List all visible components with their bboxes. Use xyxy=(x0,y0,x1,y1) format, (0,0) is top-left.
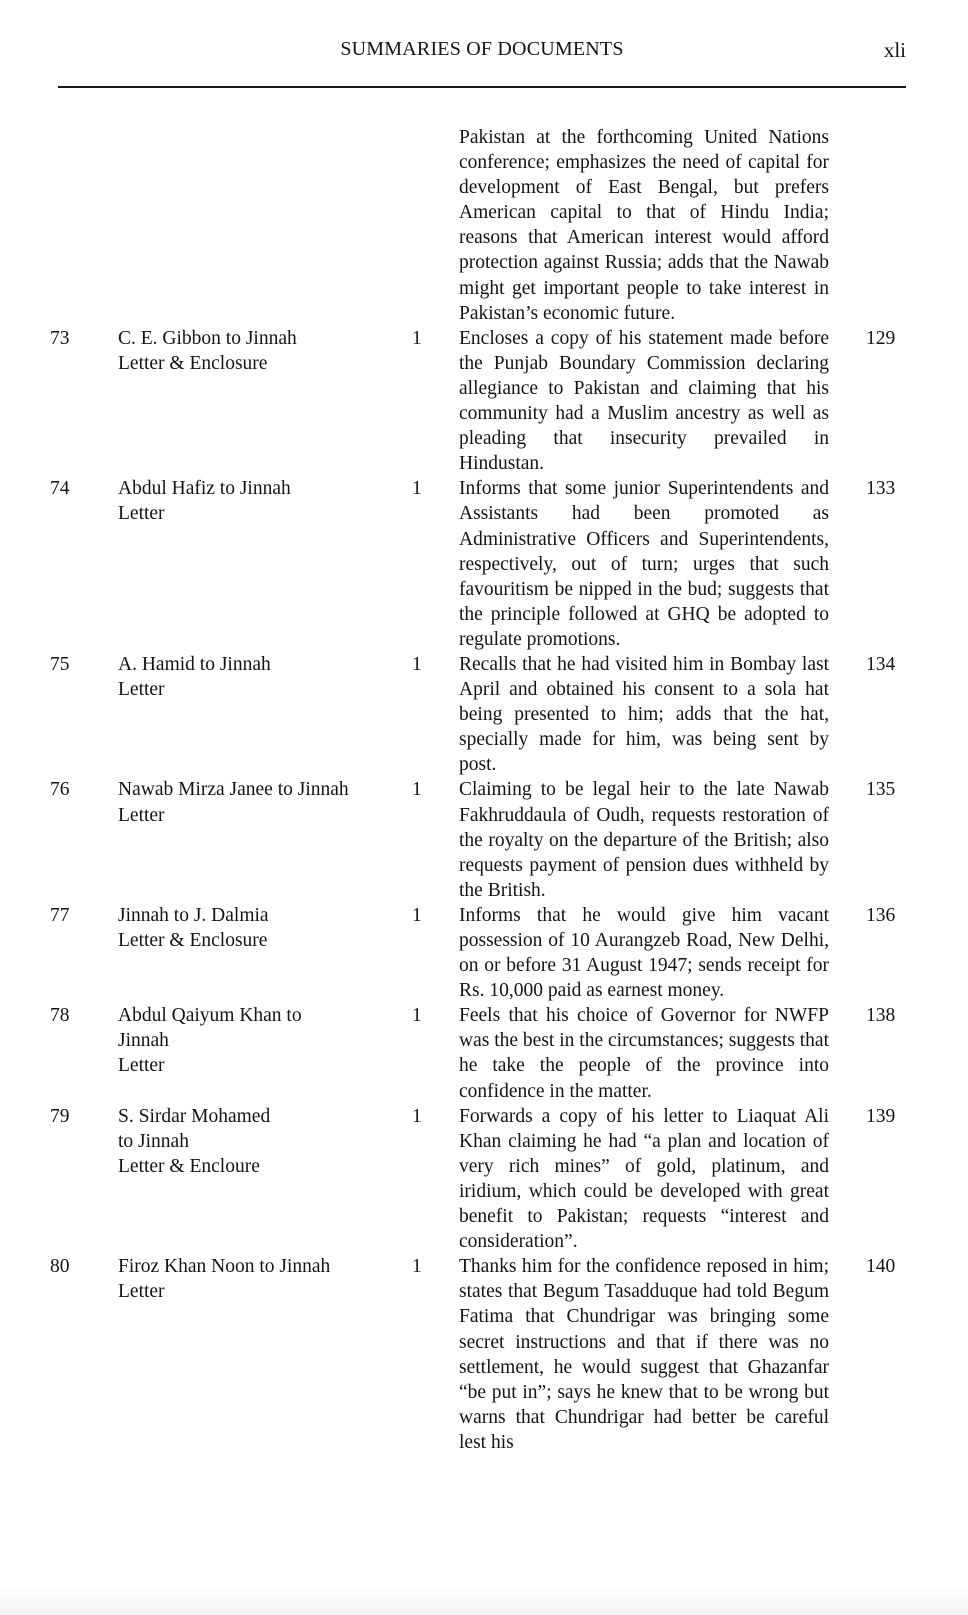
document-type: Letter & Enclosure xyxy=(118,352,268,374)
document-type: Letter xyxy=(118,804,165,826)
entry-page: 134 xyxy=(866,653,896,675)
document-type: Letter xyxy=(118,679,165,701)
document-entry xyxy=(0,1003,968,1103)
document-entry xyxy=(0,326,968,477)
document-type: Letter xyxy=(118,1281,165,1303)
entry-number: 77 xyxy=(50,904,70,926)
document-entry xyxy=(0,903,968,1003)
entry-copies: 1 xyxy=(412,478,422,500)
document-type: Letter & Encloure xyxy=(118,1155,260,1177)
entry-copies: 1 xyxy=(412,779,422,801)
entry-summary: Encloses a copy of his statement made before the Punjab Boundary Commission declaring allegiance to Pakistan and claiming that his community had a Muslim ancestry as well as pleading that insecurity prevailed in Hindustan. xyxy=(459,327,829,475)
entry-number: 75 xyxy=(50,653,70,675)
entry-correspondents xyxy=(118,903,388,953)
entry-copies: 1 xyxy=(412,1256,422,1278)
correspondent-line: Jinnah to J. Dalmia xyxy=(118,904,269,926)
entry-summary: Feels that his choice of Governor for NWFP was the best in the circumstances; suggests that he take the people of the province into confidence in the matter. xyxy=(459,1005,829,1102)
entry-page: 135 xyxy=(866,779,896,801)
entry-summary: Recalls that he had visited him in Bombay last April and obtained his consent to a sola hat being presented to him; adds that the hat, specially made for him, was being sent by post. xyxy=(459,653,829,776)
entry-page: 139 xyxy=(866,1105,896,1127)
correspondent-line: Firoz Khan Noon to Jinnah xyxy=(118,1256,331,1278)
document-type: Letter xyxy=(118,1055,165,1077)
entry-correspondents xyxy=(118,476,388,526)
entry-copies: 1 xyxy=(412,1105,422,1127)
correspondent-line: S. Sirdar Mohamed xyxy=(118,1105,271,1127)
document-entry xyxy=(0,652,968,777)
correspondent-line: Abdul Qaiyum Khan to xyxy=(118,1005,302,1027)
document-entry xyxy=(0,1104,968,1255)
header-rule xyxy=(58,86,906,88)
page-number: xli xyxy=(883,38,906,62)
correspondent-line: Nawab Mirza Janee to Jinnah xyxy=(118,779,349,801)
entry-summary: Informs that he would give him vacant possession of 10 Aurangzeb Road, New Delhi, on or before 31 August 1947; sends receipt for Rs. 10,000 paid as earnest money. xyxy=(459,904,829,1002)
entry-summary: Thanks him for the confidence reposed in him; states that Begum Tasadduque had told Begum Fatima that Chundrigar was bringing some secret instructions and that if there was no settlement, he would suggest that Ghazanfar “be put in”; says he knew that to be wrong but warns that Chundrigar had better be careful lest his xyxy=(459,1256,829,1453)
entry-summary: Forwards a copy of his letter to Liaquat Ali Khan claiming he had “a plan and location of very rich mines” of gold, platinum, and iridium, which could be developed with great benefit to Pakistan; requests “interest and consideration”. xyxy=(459,1105,829,1253)
entry-number: 80 xyxy=(50,1256,70,1278)
entry-number: 74 xyxy=(50,478,70,500)
entry-summary: Claiming to be legal heir to the late Nawab Fakhruddaula of Oudh, requests restoration of the royalty on the departure of the British; also requests payment of pension dues withheld by the British. xyxy=(459,779,829,901)
running-title: SUMMARIES OF DOCUMENTS xyxy=(340,38,624,60)
entry-copies: 1 xyxy=(412,904,422,926)
entry-copies: 1 xyxy=(412,1005,422,1027)
document-entry xyxy=(0,1254,968,1455)
entry-copies: 1 xyxy=(412,327,422,349)
summaries-list xyxy=(0,125,968,1455)
correspondent-line: Abdul Hafiz to Jinnah xyxy=(118,478,291,500)
continued-entry xyxy=(0,125,968,326)
correspondent-line: A. Hamid to Jinnah xyxy=(118,653,271,675)
entry-correspondents xyxy=(118,652,388,702)
entry-summary: Pakistan at the forthcoming United Nations conference; emphasizes the need of capital for development of East Bengal, but prefers American capital to that of Hindu India; reasons that American interest would afford protection against Russia; adds that the Nawab might get important people to take interest in Pakistan’s economic future. xyxy=(459,127,829,324)
page-edge-shadow xyxy=(0,1585,968,1615)
document-type: Letter & Enclosure xyxy=(118,930,268,951)
entry-page: 138 xyxy=(866,1005,896,1027)
entry-correspondents xyxy=(118,326,388,376)
correspondent-line: to Jinnah xyxy=(118,1130,189,1152)
document-entry xyxy=(0,476,968,652)
entry-copies: 1 xyxy=(412,653,422,675)
correspondent-line: C. E. Gibbon to Jinnah xyxy=(118,327,297,349)
entry-number: 78 xyxy=(50,1005,70,1027)
entry-correspondents xyxy=(118,1254,388,1304)
entry-page: 129 xyxy=(866,327,896,349)
entry-correspondents xyxy=(118,1003,388,1078)
entry-number: 76 xyxy=(50,779,70,801)
entry-page: 136 xyxy=(866,904,896,926)
running-header xyxy=(58,36,906,66)
entry-page: 140 xyxy=(866,1256,896,1278)
entry-correspondents xyxy=(118,777,388,827)
entry-number: 79 xyxy=(50,1105,70,1127)
entry-correspondents xyxy=(118,1104,388,1179)
document-type: Letter xyxy=(118,503,165,525)
entry-summary: Informs that some junior Superintendents and Assistants had been promoted as Administrative Officers and Superintendents, respectively, out of turn; urges that such favouritism be nipped in the bud; suggests that the principle followed at GHQ be adopted to regulate promotions. xyxy=(459,478,829,650)
correspondent-line: Jinnah xyxy=(118,1030,169,1052)
document-entry xyxy=(0,777,968,902)
entry-page: 133 xyxy=(866,478,896,500)
entry-number: 73 xyxy=(50,327,70,349)
